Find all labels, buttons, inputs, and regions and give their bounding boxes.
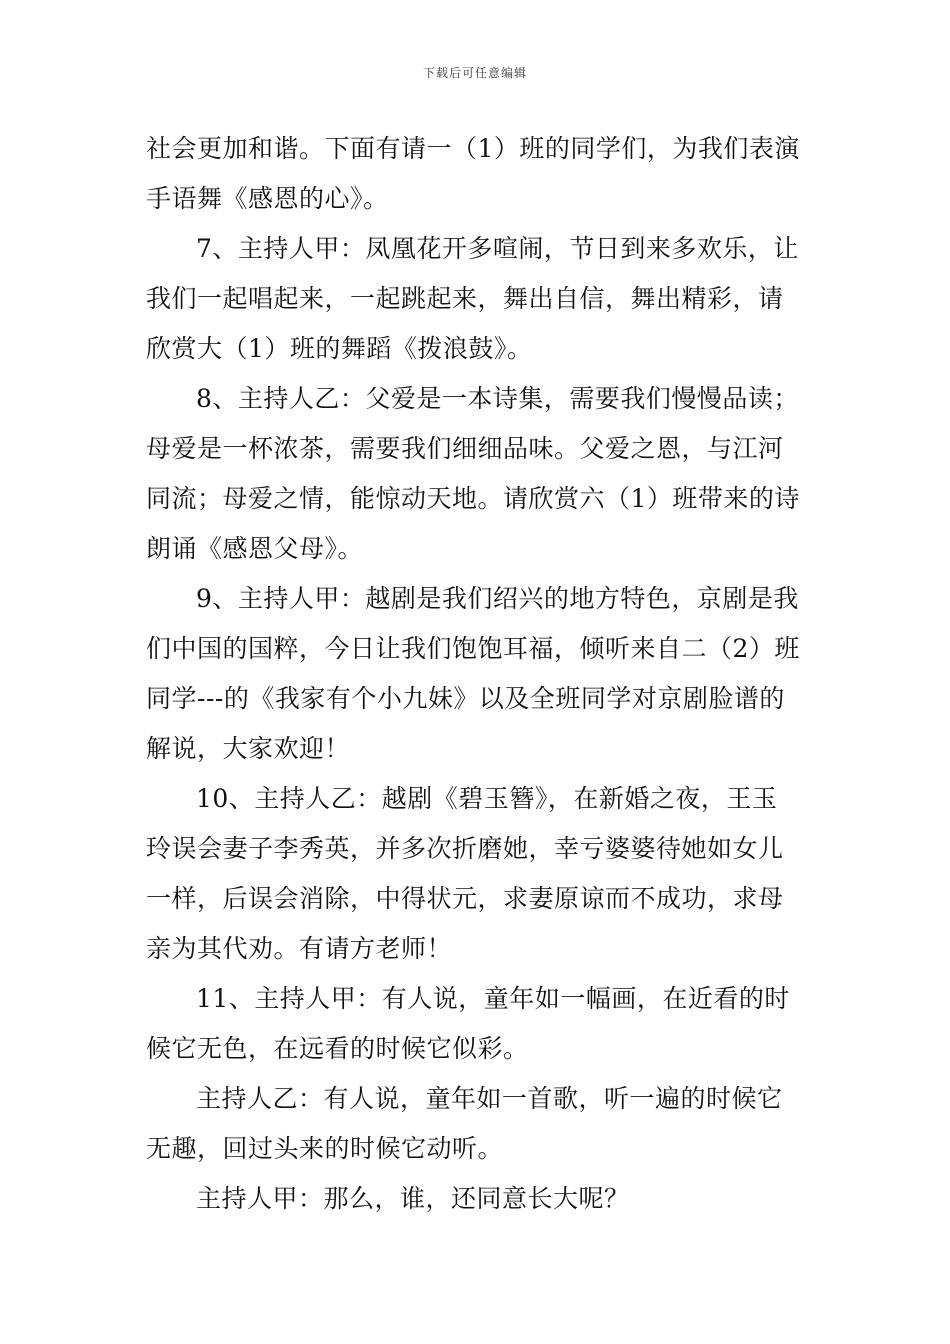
text-line: 们中国的国粹，今日让我们饱饱耳福，倾听来自二（2）班 (146, 634, 800, 663)
text-line: 我们一起唱起来，一起跳起来，舞出自信，舞出精彩，请 (146, 284, 784, 313)
text-line: 候它无色，在远看的时候它似彩。 (146, 1034, 529, 1063)
text-line: 一样，后误会消除，中得状元，求妻原谅而不成功，求母 (146, 884, 784, 913)
text-line: 母爱是一杯浓茶，需要我们细细品味。父爱之恩，与江河 (146, 434, 784, 463)
text-line: 9、主持人甲：越剧是我们绍兴的地方特色，京剧是我 (196, 584, 799, 613)
text-line: 7、主持人甲：凤凰花开多喧闹，节日到来多欢乐，让 (196, 234, 799, 263)
text-line: 玲误会妻子李秀英，并多次折磨她，幸亏婆婆待她如女儿 (146, 834, 784, 863)
text-line: 8、主持人乙：父爱是一本诗集，需要我们慢慢品读； (196, 384, 799, 413)
text-line: 解说，大家欢迎！ (146, 734, 351, 763)
text-line: 亲为其代劝。有请方老师！ (146, 934, 453, 963)
text-line: 主持人甲：那么，谁，还同意长大呢？ (196, 1184, 630, 1213)
text-line: 欣赏大（1）班的舞蹈《拨浪鼓》。 (146, 334, 533, 363)
text-line: 同流；母爱之情，能惊动天地。请欣赏六（1）班带来的诗 (146, 484, 800, 513)
document-body (146, 124, 806, 1224)
page-header: 下载后可任意编辑 (422, 66, 527, 80)
text-line: 无趣，回过头来的时候它动听。 (146, 1134, 504, 1163)
text-line: 10、主持人乙：越剧《碧玉簪》，在新婚之夜，王玉 (196, 784, 778, 813)
text-line: 手语舞《感恩的心》。 (146, 184, 389, 213)
text-line: 朗诵《感恩父母》。 (146, 534, 364, 563)
text-line: 11、主持人甲：有人说，童年如一幅画，在近看的时 (196, 984, 790, 1013)
text-line: 社会更加和谐。下面有请一（1）班的同学们，为我们表演 (146, 134, 800, 163)
text-line: 主持人乙：有人说，童年如一首歌，听一遍的时候它 (196, 1084, 783, 1113)
text-line: 同学---的《我家有个小九妹》以及全班同学对京剧脸谱的 (146, 684, 785, 713)
